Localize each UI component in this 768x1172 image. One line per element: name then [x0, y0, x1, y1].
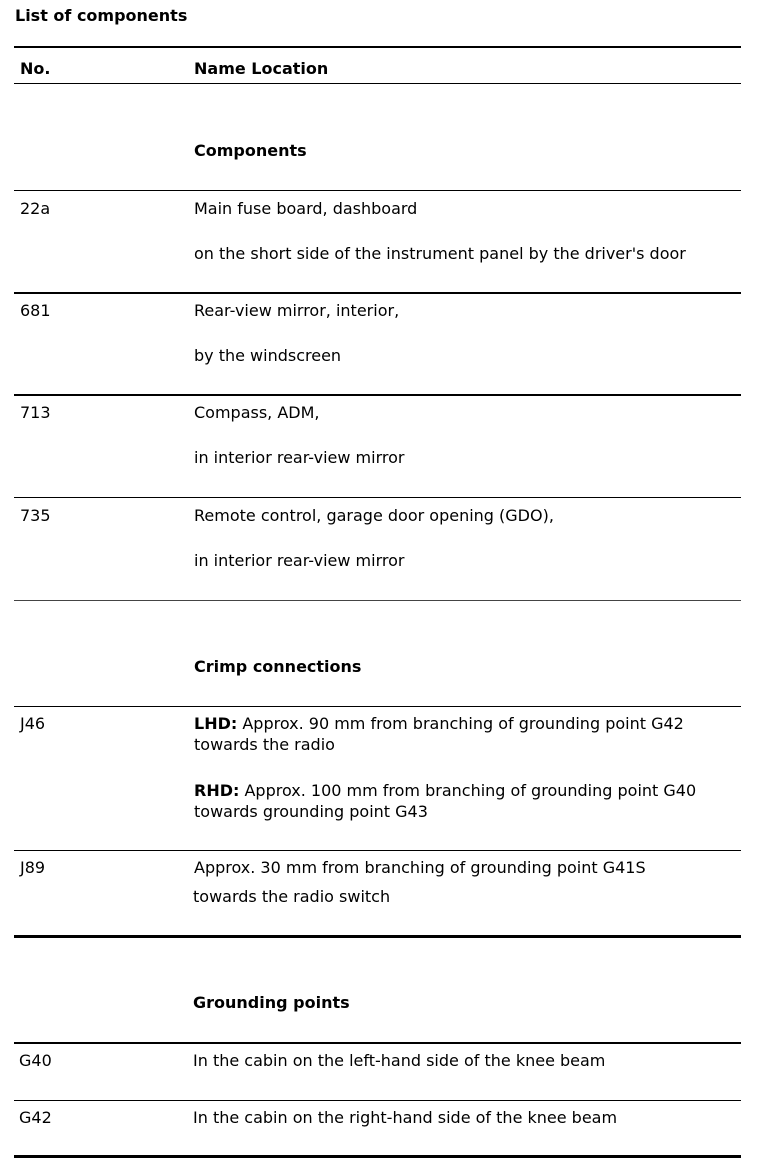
- grounding-location: In the cabin on the left-hand side of the knee beam: [193, 1051, 606, 1070]
- crimp-description-continued: towards the radio switch: [193, 887, 391, 906]
- row-divider: [14, 706, 741, 707]
- rhd-text: Approx. 100 mm from branching of grounding point G40 towards grounding point G43: [194, 781, 697, 821]
- row-number: G42: [19, 1108, 52, 1127]
- lhd-label: LHD:: [194, 714, 238, 733]
- lhd-description: [194, 713, 739, 755]
- row-divider: [14, 190, 741, 191]
- row-number: J89: [20, 858, 46, 877]
- row-number: J46: [20, 714, 46, 733]
- row-divider: [14, 1100, 741, 1101]
- crimp-description: Approx. 30 mm from branching of grounding point G41S: [194, 858, 646, 877]
- section-title-grounding-points: Grounding points: [193, 993, 350, 1012]
- row-number: G40: [19, 1051, 52, 1070]
- column-header-no: No.: [20, 59, 51, 78]
- component-name: Compass, ADM,: [194, 403, 320, 422]
- section-title-components: Components: [194, 141, 307, 160]
- row-divider: [14, 292, 741, 294]
- component-name: Remote control, garage door opening (GDO),: [194, 506, 554, 525]
- row-divider: [14, 394, 741, 396]
- component-location: in interior rear-view mirror: [194, 551, 405, 570]
- grounding-location: In the cabin on the right-hand side of the knee beam: [193, 1108, 618, 1127]
- section-title-crimp-connections: Crimp connections: [194, 657, 362, 676]
- component-location: in interior rear-view mirror: [194, 448, 405, 467]
- row-number: 735: [20, 506, 51, 525]
- component-name: Main fuse board, dashboard: [194, 199, 418, 218]
- component-location: on the short side of the instrument panel by the driver's door: [194, 244, 686, 263]
- row-divider: [14, 850, 741, 851]
- header-bottom-rule: [14, 83, 741, 84]
- table-top-rule: [14, 46, 741, 48]
- row-divider: [14, 497, 741, 498]
- component-name: Rear-view mirror, interior,: [194, 301, 400, 320]
- row-number: 713: [20, 403, 51, 422]
- row-number: 22a: [20, 199, 51, 218]
- component-location: by the windscreen: [194, 346, 342, 365]
- page-title: List of components: [15, 6, 188, 25]
- section-end-rule: [14, 600, 741, 601]
- rhd-description: [194, 780, 739, 822]
- lhd-text: Approx. 90 mm from branching of grounding point G42 towards the radio: [194, 714, 684, 754]
- rhd-label: RHD:: [194, 781, 240, 800]
- table-bottom-rule: [14, 1155, 741, 1158]
- column-header-name-location: Name Location: [194, 59, 329, 78]
- section-end-rule: [14, 935, 741, 938]
- row-number: 681: [20, 301, 51, 320]
- row-divider: [14, 1042, 741, 1044]
